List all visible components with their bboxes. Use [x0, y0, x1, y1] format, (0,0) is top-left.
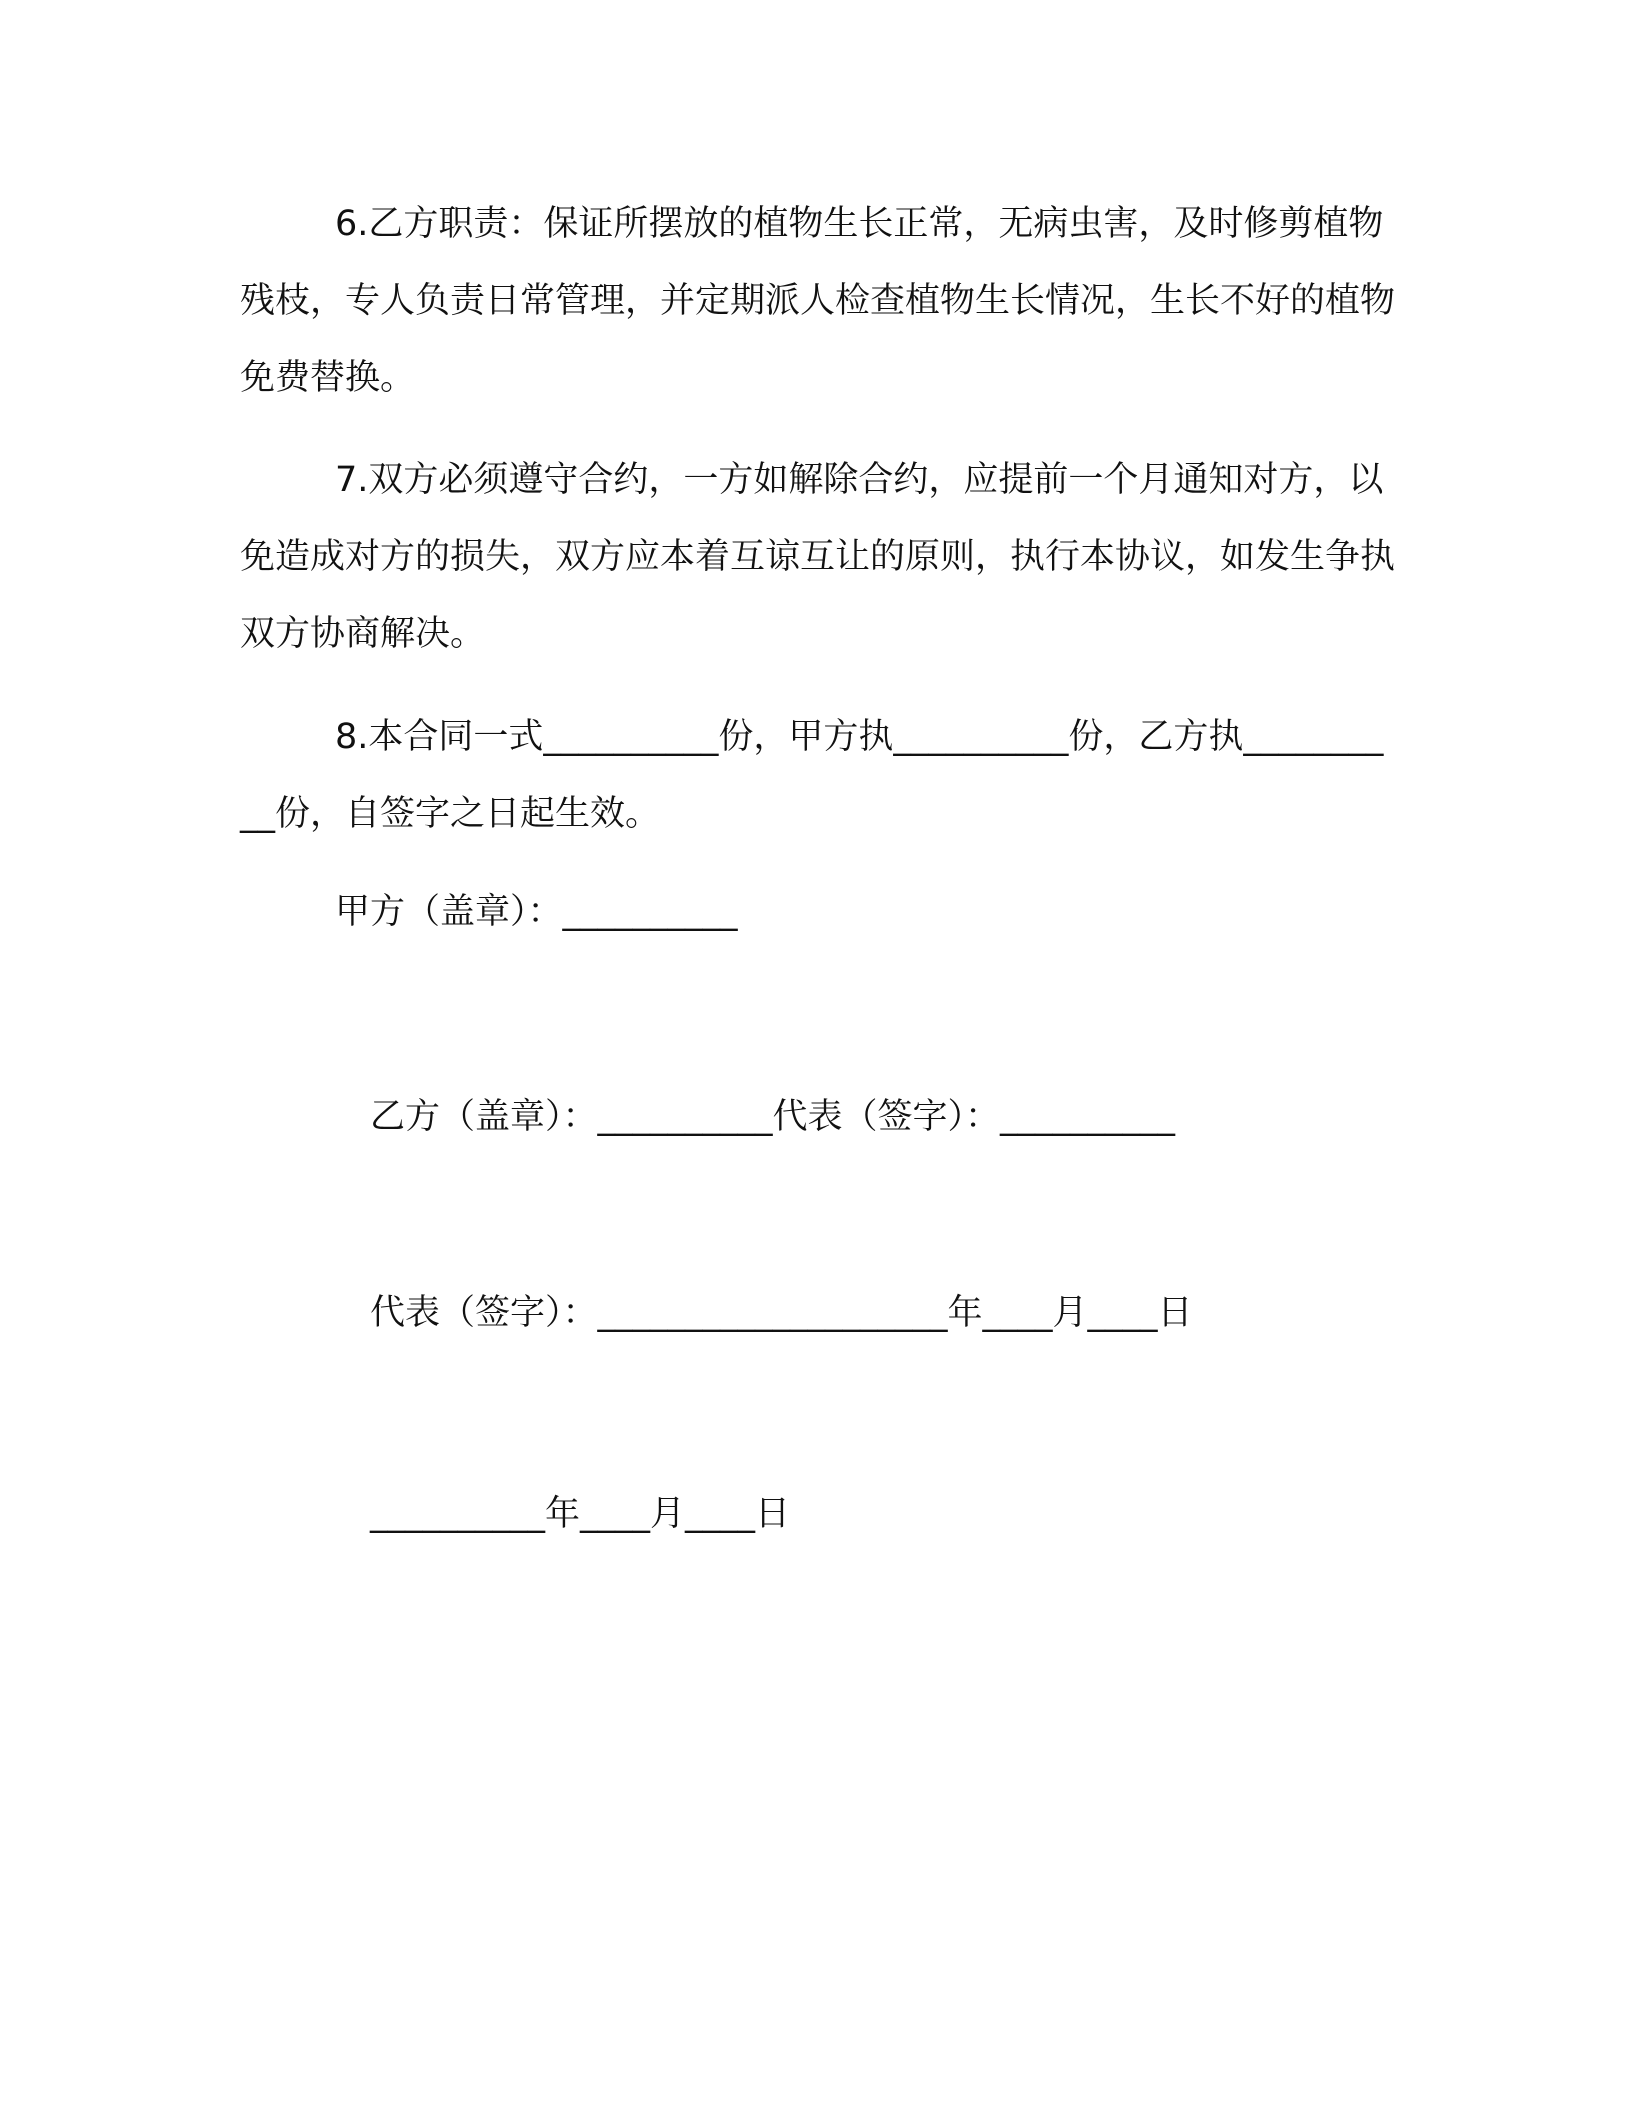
clause-6: 6.乙方职责：保证所摆放的植物生长正常，无病虫害，及时修剪植物残枝，专人负责日常管理，并定期派人检查植物生长情况，生长不好的植物免费替换。 [240, 204, 1396, 398]
party-b-seal-and-representative-line: 乙方（盖章）：__________代表（签字）：__________ [370, 1097, 1176, 1137]
clause-8: 8.本合同一式__________份，甲方执__________份，乙方执__________份，自签字之日起生效。 [240, 717, 1384, 834]
representative-signature-date-line: 代表（签字）：____________________年____月____日 [370, 1293, 1193, 1333]
party-a-seal-line: 甲方（盖章）：__________ [335, 892, 738, 932]
final-date-line: __________年____月____日 [370, 1494, 791, 1534]
clause-7: 7.双方必须遵守合约，一方如解除合约，应提前一个月通知对方，以免造成对方的损失，双方应本着互谅互让的原则，执行本协议，如发生争执双方协商解决。 [240, 460, 1396, 654]
